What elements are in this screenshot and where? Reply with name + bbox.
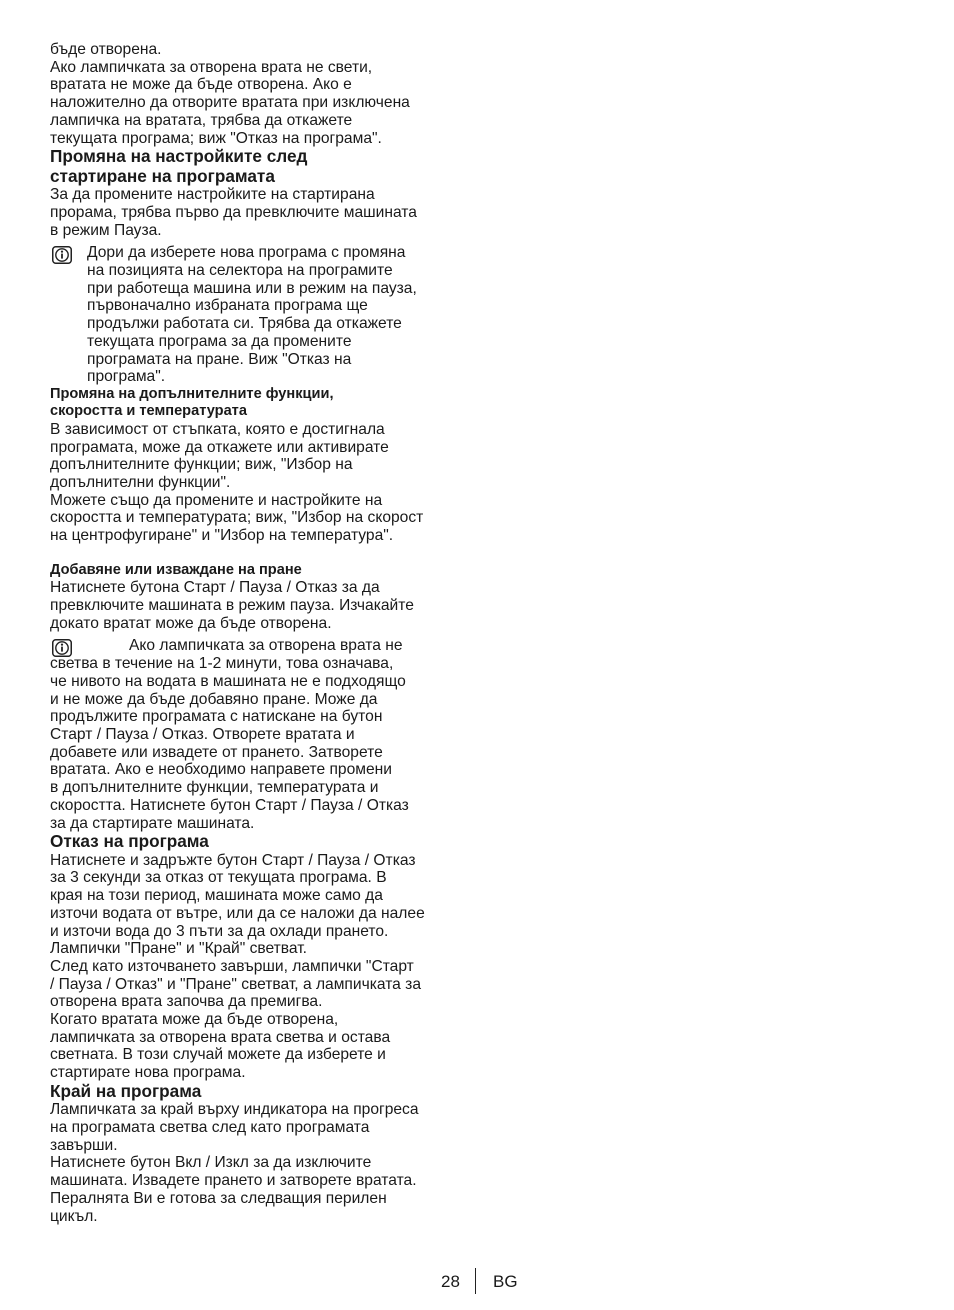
text-line: Пералнята Ви е готова за следващия перилен [50, 1189, 387, 1207]
intro-paragraph [50, 41, 468, 147]
text-line: бъде отворена. [50, 41, 162, 58]
info-note [50, 244, 468, 386]
text-line: програмата, може да откажете или активирате [50, 438, 389, 456]
text-line: светната. В този случай можете да изберете и [50, 1046, 386, 1064]
section-cancel-program [50, 832, 468, 1082]
text-line: превключите машината в режим пауза. Изчакайте [50, 597, 414, 615]
section-end-program [50, 1082, 468, 1225]
note-line: Дори да изберете нова програма с промяна [87, 244, 406, 262]
note-line: при работеща машина или в режим на пауза, [87, 279, 417, 297]
section-heading: Добавяне или изваждане на пране [50, 561, 302, 578]
note-line: вратата. Ако е необходимо направете промени [50, 761, 392, 779]
text-line: Можете също да промените и настройките на [50, 491, 383, 509]
text-line: цикъл. [50, 1207, 98, 1225]
note-line: програма". [87, 368, 166, 386]
text-line: Когато вратата може да бъде отворена, [50, 1011, 339, 1029]
text-line: Натиснете бутон Вкл / Изкл за да изключите [50, 1154, 372, 1172]
language-code: BG [493, 1272, 518, 1291]
text-line: източи водата от вътре, или да се наложи да налее [50, 904, 425, 922]
text-line: / Пауза / Отказ" и "Пране" светват, а лампичката за [50, 975, 422, 993]
info-icon [52, 246, 72, 264]
text-line: докато вратат може да бъде отворена. [50, 614, 332, 632]
text-line: текущата програма; виж "Отказ на програма". [50, 129, 382, 147]
note-line: че нивото на водата в машината не е подходящо [50, 672, 406, 690]
note-line: програмата на пране. Виж "Отказ на [87, 350, 352, 368]
text-line: допълнителните функции; виж, "Избор на [50, 456, 353, 474]
text-line: завърши. [50, 1136, 118, 1154]
text-line: Лампички "Пране" и "Край" светват. [50, 940, 307, 958]
text-line: Лампичката за край върху индикатора на прогреса [50, 1101, 419, 1119]
note-line: продължи работата си. Трябва да откажете [87, 315, 402, 333]
text-line: В зависимост от стъпката, която е достигнала [50, 420, 385, 438]
info-note [50, 637, 468, 832]
text-line: на програмата светва след като програмата [50, 1119, 370, 1137]
section-heading: стартиране на програмата [50, 165, 275, 186]
text-line: машината. Извадете прането и затворете вратата. [50, 1172, 417, 1190]
section-heading: Промяна на настройките след [50, 146, 308, 167]
note-line: в допълнителните функции, температурата и [50, 779, 379, 797]
text-line: на центрофугиране" и "Избор на температура". [50, 527, 394, 545]
note-line: скоростта. Натиснете бутон Старт / Пауза / Отказ [50, 796, 409, 814]
note-line: текущата програма за да промените [87, 332, 352, 350]
text-line: края на този период, машината може само да [50, 887, 383, 905]
text-line: лампичката за отворена врата светва и остава [50, 1028, 391, 1046]
page-number: 28 [441, 1272, 460, 1291]
text-line: Натиснете и задръжте бутон Старт / Пауза / Отказ [50, 851, 416, 869]
section-change-functions [50, 386, 468, 545]
text-line: и източи вода до 3 пъти за да охлади прането. [50, 922, 389, 940]
text-line: в режим Пауза. [50, 221, 162, 239]
text-line: вратата не може да бъде отворена. Ако е [50, 76, 352, 94]
text-line: стартирате нова програма. [50, 1064, 246, 1082]
note-line: първоначално избраната програма ще [87, 297, 368, 315]
section-heading: скоростта и температурата [50, 403, 247, 420]
text-line: лампичка на вратата, трябва да откажете [50, 111, 353, 129]
section-add-remove [50, 562, 468, 832]
section-change-settings [50, 147, 468, 386]
section-heading: Край на програма [50, 1080, 202, 1101]
note-line: продължите програмата с натискане на бутон [50, 708, 383, 726]
text-line: прорама, трябва първо да превключите машината [50, 203, 417, 221]
text-line: наложително да отворите вратата при изключена [50, 94, 410, 112]
note-line: на позицията на селектора на програмите [87, 262, 393, 280]
note-line: и не може да бъде добавяно пране. Може да [50, 690, 378, 708]
text-line: за 3 секунди за отказ от текущата програма. В [50, 869, 387, 887]
page-column [50, 41, 468, 1225]
note-line: светва в течение на 1-2 минути, това означава, [50, 655, 394, 673]
text-line: За да промените настройките на стартирана [50, 186, 375, 204]
text-line: Ако лампичката за отворена врата не свети, [50, 58, 373, 76]
note-line: добавете или извадете от прането. Затворете [50, 743, 383, 761]
text-line: След като източването завърши, лампички "Старт [50, 957, 414, 975]
text-line: отворена врата започва да премигва. [50, 993, 323, 1011]
footer-divider [475, 1268, 476, 1294]
text-line: допълнителни функции". [50, 474, 231, 492]
note-line: Ако лампичката за отворена врата не [129, 637, 403, 655]
text-line: Натиснете бутона Старт / Пауза / Отказ за да [50, 579, 380, 597]
info-icon [52, 639, 72, 657]
note-line: за да стартирате машината. [50, 814, 255, 832]
text-line: скоростта и температурата; виж, "Избор на скорост [50, 509, 424, 527]
section-heading: Промяна на допълнителните функции, [50, 385, 334, 402]
section-heading: Отказ на програма [50, 831, 209, 852]
note-line: Старт / Пауза / Отказ. Отворете вратата и [50, 726, 355, 743]
